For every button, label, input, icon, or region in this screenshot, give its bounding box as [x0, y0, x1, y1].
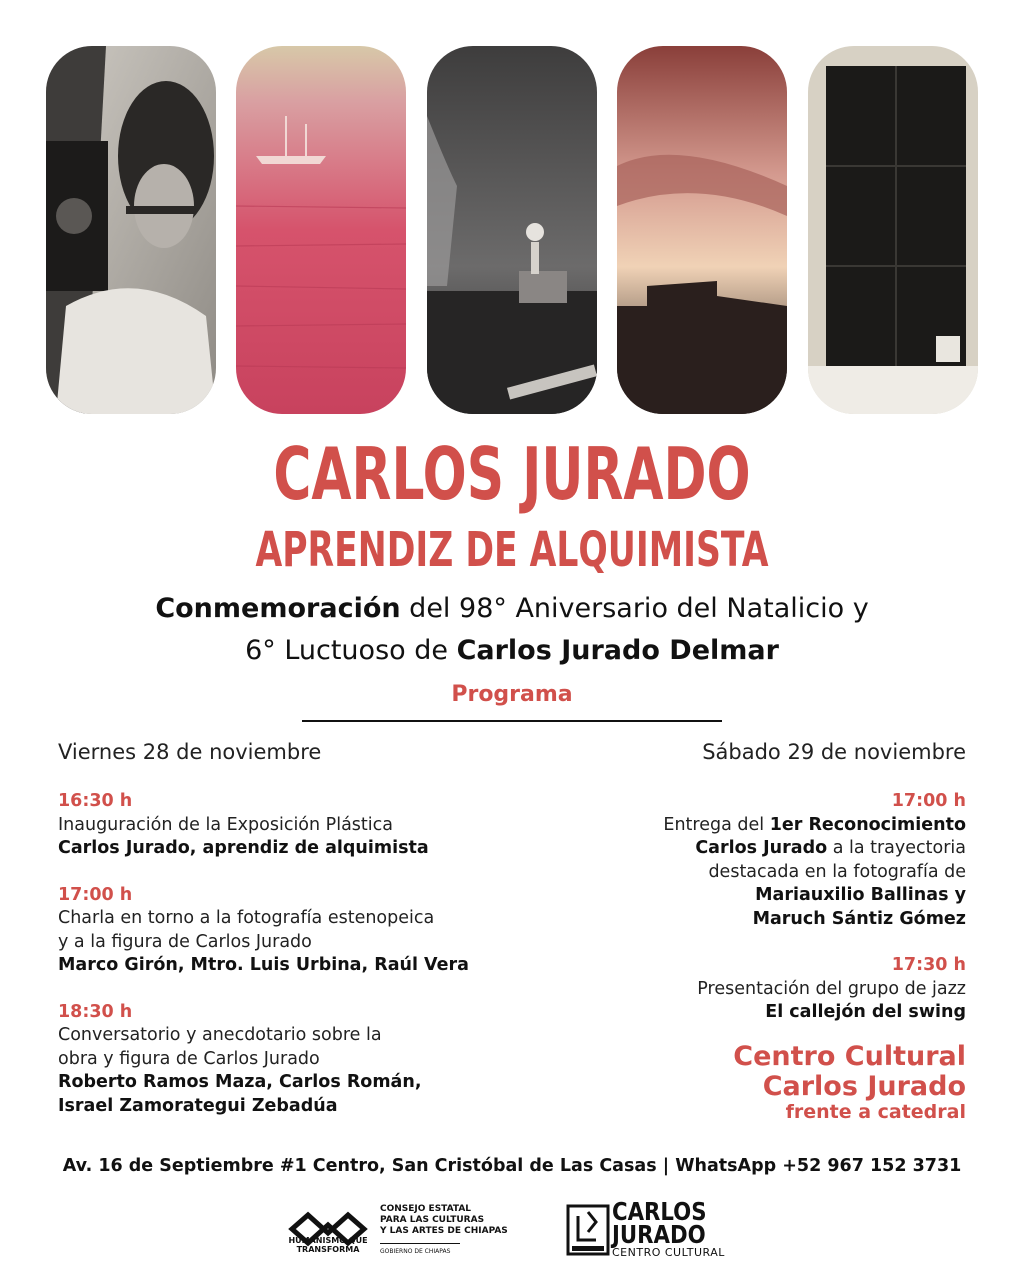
event-item — [58, 884, 528, 978]
logo-footer — [0, 1198, 1024, 1268]
programa-heading: Programa — [451, 682, 573, 707]
carlos-jurado-logo-text — [612, 1197, 707, 1249]
consejo-logo — [380, 1204, 540, 1257]
event-description: obra y figura de Carlos Jurado — [58, 1048, 320, 1069]
event-description: destacada en la fotografía de — [708, 861, 966, 882]
event-item — [526, 954, 966, 1025]
award-name: 1er Reconocimiento — [769, 814, 966, 835]
commemoration-bold-2: Carlos Jurado Delmar — [456, 635, 779, 666]
event-time: 17:30 h — [891, 955, 966, 975]
event-participants: Marco Girón, Mtro. Luis Urbina, Raúl Vera — [58, 955, 469, 975]
consejo-logo-line: PARA LAS CULTURAS — [380, 1215, 485, 1225]
address-line: Av. 16 de Septiembre #1 Centro, San Cristóbal de Las Casas | WhatsApp +52 967 152 3731 — [62, 1156, 962, 1176]
centro-cultural-text: CENTRO CULTURAL — [612, 1246, 725, 1259]
event-time: 18:30 h — [58, 1001, 133, 1022]
camera-portrait-photo — [46, 46, 216, 414]
event-item — [526, 790, 966, 931]
friday-schedule — [58, 790, 528, 1141]
event-participants: Roberto Ramos Maza, Carlos Román, — [58, 1072, 422, 1092]
event-time: 17:00 h — [891, 791, 966, 811]
red-sea-boat-photo — [236, 46, 406, 414]
main-title: CARLOS JURADO — [273, 432, 751, 516]
venue-name: Carlos Jurado — [762, 1071, 966, 1102]
humanismo-logo-text: HUMANISMO QUE TRANSFORMA — [288, 1236, 368, 1254]
consejo-logo-line: CONSEJO ESTATAL — [380, 1204, 472, 1214]
event-description: y a la figura de Carlos Jurado — [58, 931, 312, 952]
venue — [733, 1042, 966, 1122]
sunset-building-photo — [617, 46, 787, 414]
cj-logo-line: JURADO — [612, 1220, 706, 1249]
event-description: a la trayectoria — [827, 838, 966, 858]
window-plant-photo — [808, 46, 978, 414]
saturday-heading: Sábado 29 de noviembre — [702, 740, 966, 764]
gobierno-chiapas-text: GOBIERNO DE CHIAPAS — [380, 1243, 460, 1257]
venue-name: Centro Cultural — [733, 1041, 966, 1072]
venue-location: frente a catedral — [785, 1101, 966, 1123]
event-participants: Carlos Jurado, aprendiz de alquimista — [58, 838, 429, 858]
event-participants: Maruch Sántiz Gómez — [752, 908, 966, 929]
commemoration-text-2: 6° Luctuoso de — [245, 635, 457, 666]
award-name: Carlos Jurado — [695, 838, 828, 858]
photo-strip — [46, 46, 978, 414]
friday-heading: Viernes 28 de noviembre — [58, 740, 322, 764]
event-participants: El callejón del swing — [765, 1002, 966, 1022]
commemoration-bold-1: Conmemoración — [155, 593, 401, 624]
saturday-schedule — [526, 790, 966, 1048]
event-description: Charla en torno a la fotografía estenopeica — [58, 908, 435, 928]
event-description: Presentación del grupo de jazz — [697, 978, 966, 999]
centro-cultural-logo — [566, 1197, 746, 1260]
event-item — [58, 1001, 528, 1119]
carlos-jurado-logo-icon — [566, 1204, 610, 1256]
event-description: Entrega del — [663, 814, 770, 835]
event-participants: Mariauxilio Ballinas y — [755, 885, 966, 905]
event-item — [58, 790, 528, 861]
divider — [302, 720, 722, 722]
event-participants: Israel Zamorategui Zebadúa — [58, 1095, 338, 1116]
event-description: Conversatorio y anecdotario sobre la — [58, 1025, 382, 1045]
commemoration-text-1: del 98° Aniversario del Natalicio y — [400, 593, 869, 624]
subtitle: APRENDIZ DE ALQUIMISTA — [255, 522, 769, 578]
consejo-logo-line: Y LAS ARTES DE CHIAPAS — [380, 1226, 508, 1236]
event-time: 17:00 h — [58, 884, 133, 905]
event-description: Inauguración de la Exposición Plástica — [58, 814, 393, 835]
event-time: 16:30 h — [58, 791, 133, 811]
skeleton-figurine-photo — [427, 46, 597, 414]
cj-logo-line: CARLOS — [612, 1197, 707, 1226]
commemoration-text — [0, 588, 1024, 672]
